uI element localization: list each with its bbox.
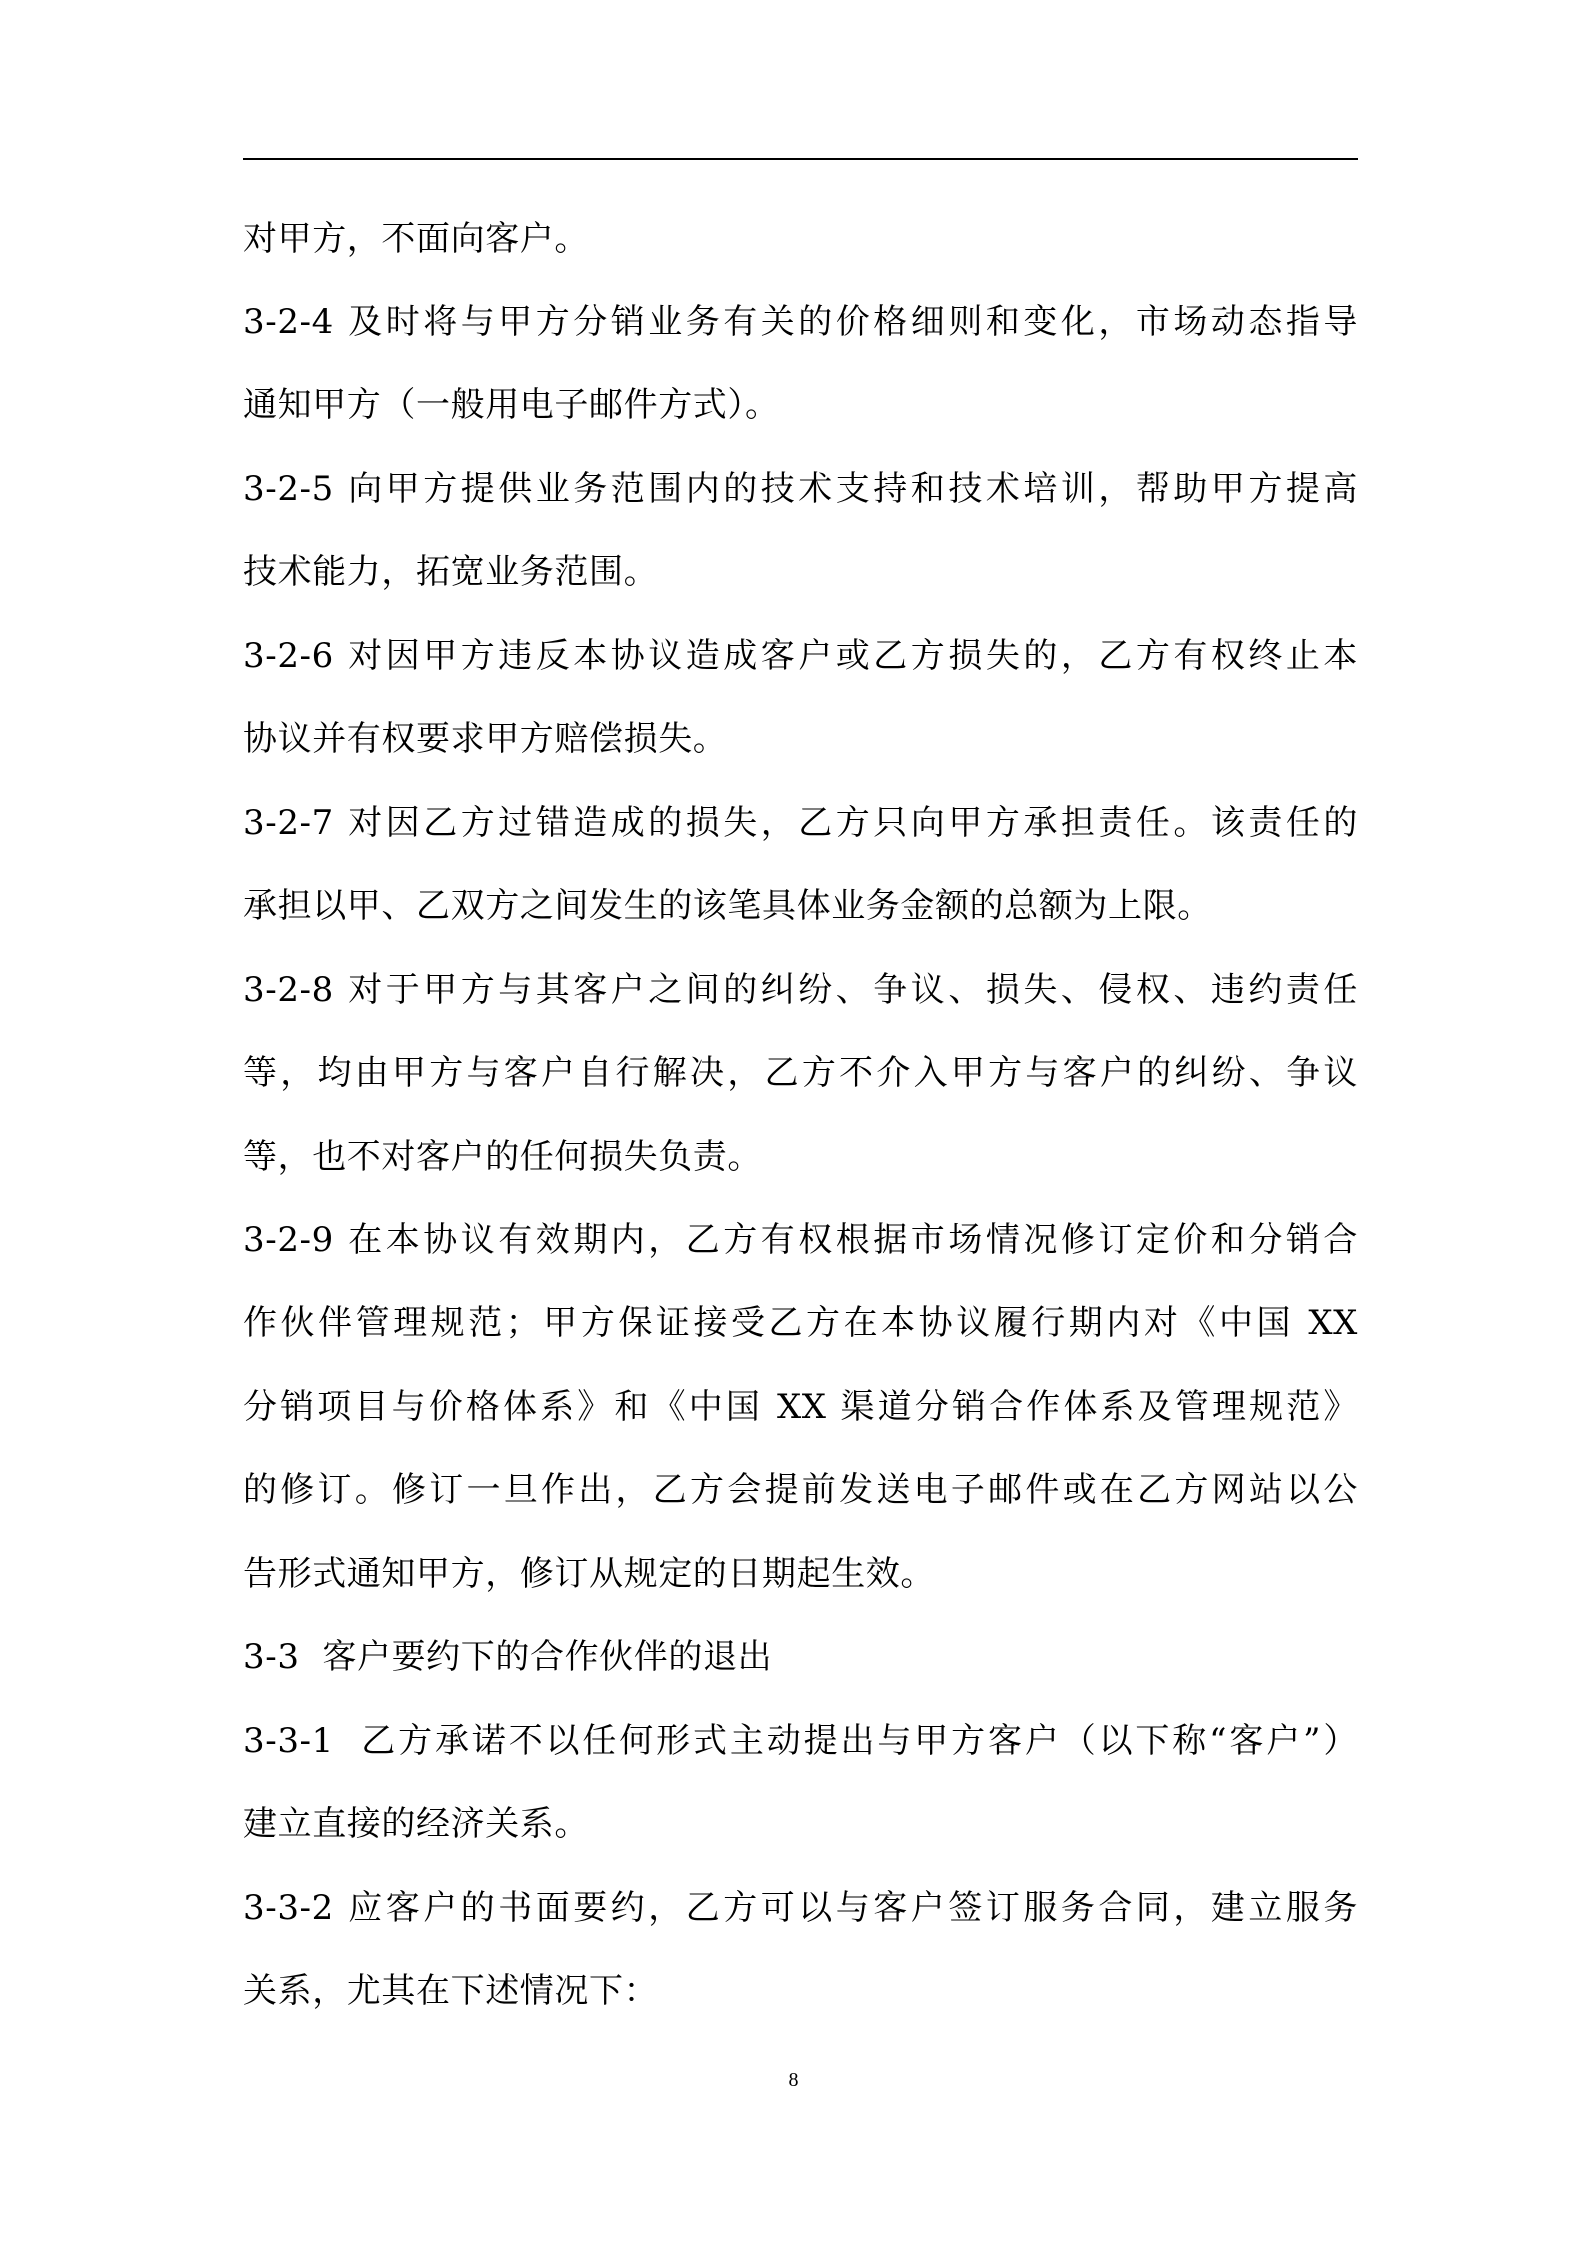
text-line: 等，均由甲方与客户自行解决，乙方不介入甲方与客户的纠纷、争议 bbox=[243, 1053, 1358, 1093]
section-heading: 3-3 客户要约下的合作伙伴的退出 bbox=[243, 1637, 773, 1677]
text-line: 告形式通知甲方，修订从规定的日期起生效。 bbox=[243, 1554, 935, 1594]
text-line: 技术能力，拓宽业务范围。 bbox=[243, 552, 659, 592]
text-line: 协议并有权要求甲方赔偿损失。 bbox=[243, 719, 728, 759]
text-line: 承担以甲、乙双方之间发生的该笔具体业务金额的总额为上限。 bbox=[243, 886, 1212, 926]
text-line: 3-3-2 应客户的书面要约，乙方可以与客户签订服务合同，建立服务 bbox=[243, 1888, 1358, 1928]
text-line: 3-2-6 对因甲方违反本协议造成客户或乙方损失的，乙方有权终止本 bbox=[243, 636, 1358, 676]
text-line: 3-3-1 乙方承诺不以任何形式主动提出与甲方客户（以下称“客户”） bbox=[243, 1721, 1358, 1761]
text-line: 分销项目与价格体系》和《中国 XX 渠道分销合作体系及管理规范》 bbox=[243, 1387, 1358, 1427]
text-line: 的修订。修订一旦作出，乙方会提前发送电子邮件或在乙方网站以公 bbox=[243, 1470, 1358, 1510]
text-line: 关系，尤其在下述情况下： bbox=[243, 1971, 659, 2011]
page-number: 8 bbox=[788, 2069, 799, 2091]
text-line: 建立直接的经济关系。 bbox=[243, 1804, 589, 1844]
text-line: 通知甲方（一般用电子邮件方式）。 bbox=[243, 385, 780, 425]
text-line: 对甲方，不面向客户。 bbox=[243, 219, 589, 259]
header-rule bbox=[243, 158, 1358, 160]
text-line: 等，也不对客户的任何损失负责。 bbox=[243, 1137, 762, 1177]
text-line: 3-2-5 向甲方提供业务范围内的技术支持和技术培训，帮助甲方提高 bbox=[243, 469, 1358, 509]
text-line: 3-2-8 对于甲方与其客户之间的纠纷、争议、损失、侵权、违约责任 bbox=[243, 970, 1358, 1010]
text-line: 3-2-4 及时将与甲方分销业务有关的价格细则和变化，市场动态指导 bbox=[243, 302, 1358, 342]
text-line: 3-2-9 在本协议有效期内，乙方有权根据市场情况修订定价和分销合 bbox=[243, 1220, 1358, 1260]
text-line: 3-2-7 对因乙方过错造成的损失，乙方只向甲方承担责任。该责任的 bbox=[243, 803, 1358, 843]
text-line: 作伙伴管理规范；甲方保证接受乙方在本协议履行期内对《中国 XX bbox=[243, 1303, 1358, 1343]
